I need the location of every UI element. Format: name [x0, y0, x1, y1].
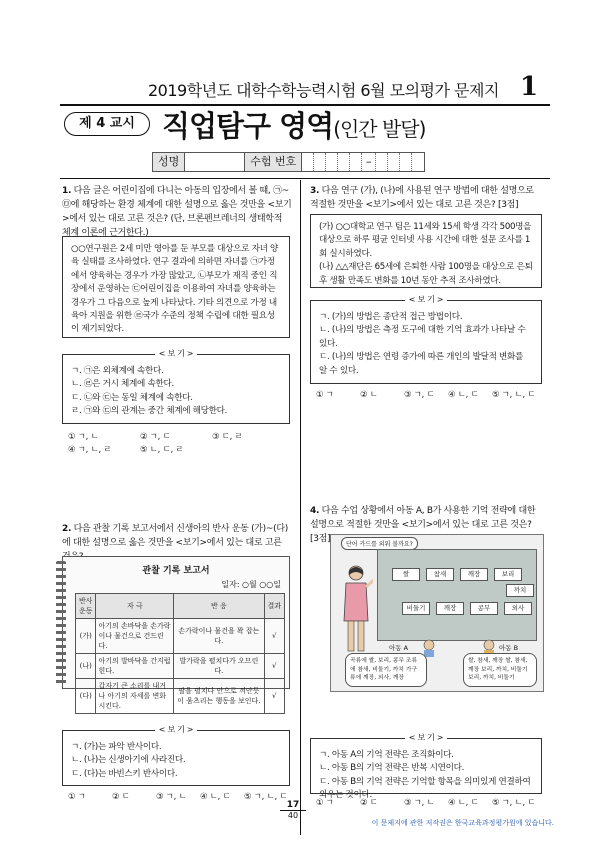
q3-choice-1[interactable]: ① ㄱ [316, 389, 334, 399]
row-label: (다) [76, 679, 96, 714]
subject-name: 직업탐구 영역 [162, 109, 334, 143]
row-response: 손가락이나 물건을 꽉 잡는다. [174, 619, 264, 654]
q3-choice-3[interactable]: ③ ㄱ, ㄷ [404, 389, 435, 399]
q3-bogi-title: < 보 기 > [405, 295, 447, 304]
q2-bogi-item: ㄴ. (나)는 신생아기에 사라진다. [71, 755, 186, 766]
q1-passage [62, 236, 290, 338]
period-badge: 제 4 교시 [64, 112, 150, 136]
q1-passage-text: ○○연구원은 2세 미만 영아를 둔 부모를 대상으로 자녀 양육 실태를 조사하였다. 연구 결과에 의하면 자녀를 ㉠가정에서 양육하는 경우가 가장 많았고, ㉡부모가 재직 중인 직장에서 운영하는 ㉢어린이집을 이용하여 자녀를 양육하는 경우가 그 다음으로 높게 나타났다. 기타 의견으로 가정 내 육아 지원을 위한 ㉣국가 수준의 정책 수립에 대한 필요성이 제기되었다. [71, 244, 279, 335]
footer-page-total: 40 [287, 811, 299, 820]
exam-title: 2019학년도 대학수학능력시험 6월 모의평가 문제지 [148, 81, 499, 100]
row-response: 팔을 펼치다 안으로 껴안듯이 움츠리는 행동을 보인다. [174, 679, 264, 714]
word-card-board [377, 549, 537, 641]
q3-passage-ga: (가) ○○대학교 연구 팀은 11세와 15세 학생 각각 500명을 대상으로 하루 평균 인터넷 사용 시간에 대한 설문 조사를 1회 실시하였다. [319, 222, 532, 259]
q2-choices [68, 790, 294, 803]
q1-bogi-item: ㄷ. ㉡와 ㉢는 동일 체계에 속한다. [71, 392, 193, 403]
q3-choice-2[interactable]: ② ㄴ [360, 389, 378, 399]
exam-number-cell[interactable] [400, 153, 412, 171]
table-row [76, 679, 285, 714]
q4-bogi [310, 733, 542, 801]
row-stimulus: 아기의 손바닥을 손가락이나 물건으로 건드린다. [96, 619, 174, 654]
exam-number-cell[interactable] [388, 153, 400, 171]
exam-number-cell[interactable] [376, 153, 388, 171]
word-card: 비둘기 [402, 602, 430, 615]
row-result: √ [264, 679, 285, 714]
q3-choice-4[interactable]: ④ ㄴ, ㄷ [448, 389, 479, 399]
word-card: 보리 [494, 568, 522, 581]
row-stimulus: 아기의 발바닥을 간지럽힌다. [96, 654, 174, 679]
q2-choice-4[interactable]: ④ ㄴ, ㄷ [200, 791, 231, 801]
child-b-bubble: 쌀, 참새, 깨장 쌀, 참새, 깨장 보리, 까치, 비둘기 보리, 까치, 비둘기 [463, 653, 537, 687]
q1-stem-text: 다음 글은 어린이집에 다니는 아동의 입장에서 볼 때, ㉠~㉤에 해당하는 환경 체계에 대한 설명으로 옳은 것만을 <보기>에서 있는 대로 고른 것은? (단, 브론펜브레너의 생태학적 체계 이론에 근거한다.) [62, 186, 292, 238]
q1-choice-5[interactable]: ⑤ ㄴ, ㄷ, ㄹ [140, 444, 184, 454]
q3-bogi-item: ㄷ. (나)의 방법은 연령 증가에 따른 개인의 발달적 변화를 알 수 있다. [319, 352, 524, 376]
observation-table [75, 593, 285, 714]
name-label: 성명 [153, 153, 185, 171]
q1-stem [62, 184, 292, 240]
exam-number-cell[interactable] [302, 153, 314, 171]
subject-subname: (인간 발달) [333, 117, 426, 141]
q1-choice-1[interactable]: ① ㄱ, ㄴ [68, 431, 99, 441]
q3-stem-text: 다음 연구 (가), (나)에 사용된 연구 방법에 대한 설명으로 적절한 것만을 <보기>에서 있는 대로 고른 것은? [3점] [310, 186, 534, 210]
table-header: 결과 [264, 594, 285, 619]
table-header: 반사 운동 [76, 594, 96, 619]
name-field[interactable] [185, 153, 245, 171]
exam-number-cell[interactable] [326, 153, 338, 171]
q4-choice-2[interactable]: ② ㄷ [360, 797, 378, 807]
notebook-spiral [56, 561, 66, 685]
child-b-label: 아동 B [499, 644, 519, 652]
row-result: √ [264, 654, 285, 679]
q2-choice-3[interactable]: ③ ㄱ, ㄴ [156, 791, 187, 801]
q2-choice-1[interactable]: ① ㄱ [68, 791, 86, 801]
teacher-figure [339, 563, 373, 655]
table-header: 자 극 [96, 594, 174, 619]
q4-choice-5[interactable]: ⑤ ㄱ, ㄴ, ㄷ [492, 797, 536, 807]
row-response: 발가락을 펼치다가 오므린다. [174, 654, 264, 679]
footer-page-indicator [280, 800, 306, 821]
subject-title [162, 104, 425, 145]
row-label: (가) [76, 619, 96, 654]
table-header: 반 응 [174, 594, 264, 619]
exam-number-label: 수험 번호 [245, 153, 302, 171]
q3-number: 3. [310, 186, 320, 196]
q4-choice-1[interactable]: ① ㄱ [316, 797, 334, 807]
q4-bogi-item: ㄱ. 아동 A의 기억 전략은 조직화이다. [319, 750, 454, 760]
q1-bogi-item: ㄱ. ㉠은 외체계에 속한다. [71, 366, 164, 376]
teacher-speech: 단어 카드를 외워 볼까요? [341, 537, 418, 550]
q4-choices [316, 796, 544, 809]
child-a-label: 아동 A [389, 644, 409, 652]
column-divider [300, 180, 301, 835]
q4-bogi-item: ㄴ. 아동 B의 기억 전략은 반복 시연이다. [319, 763, 465, 774]
footer-page-current: 17 [280, 800, 306, 811]
q2-choice-2[interactable]: ② ㄷ [112, 791, 130, 801]
q1-choices [68, 430, 292, 456]
observation-report [62, 556, 290, 710]
q4-bogi-item: ㄷ. 아동 B의 기억 전략은 기억할 항목을 의미있게 연결하여 외우는 것이다. [319, 776, 531, 801]
row-stimulus: 갑자기 큰 소리를 내거나 아기의 자세를 변화시킨다. [96, 679, 174, 714]
student-id-row [152, 152, 425, 172]
q4-bogi-title: < 보 기 > [405, 733, 447, 742]
table-row [76, 619, 285, 654]
q1-bogi-item: ㄴ. ㉣은 거시 체계에 속한다. [71, 379, 174, 390]
q3-bogi-item: ㄱ. (가)의 방법은 종단적 접근 방법이다. [319, 312, 463, 322]
q1-bogi-title: < 보 기 > [155, 349, 197, 358]
copyright-notice: 이 문제지에 관한 저작권은 한국교육과정평가원에 있습니다. [371, 819, 554, 827]
exam-number-cell[interactable] [350, 153, 362, 171]
q2-bogi-title: < 보 기 > [155, 725, 197, 734]
exam-number-cell[interactable] [338, 153, 350, 171]
q2-bogi-item: ㄷ. (다)는 바빈스키 반사이다. [71, 768, 178, 779]
exam-number-cell[interactable] [412, 153, 424, 171]
q3-passage [310, 214, 542, 288]
word-card: 콩무 [470, 602, 498, 615]
q1-bogi [62, 349, 290, 424]
q4-choice-4[interactable]: ④ ㄴ, ㄷ [448, 797, 479, 807]
report-title: 관찰 기록 보고서 [142, 566, 210, 576]
q3-bogi [310, 295, 542, 384]
word-card: 깨장 [460, 568, 488, 581]
word-card: 참새 [426, 568, 454, 581]
word-card: 깨장 [436, 602, 464, 615]
q4-stem-text: 다음 수업 상황에서 아동 A, B가 사용한 기억 전략에 대한 설명으로 적절한 것만을 <보기>에서 있는 대로 고른 것은? [3점] [310, 506, 536, 544]
q2-stem-text: 다음 관찰 기록 보고서에서 신생아의 반사 운동 (가)~(다)에 대한 설명으로 옳은 것만을 <보기>에서 있는 대로 고른 [62, 524, 288, 548]
row-result: √ [264, 619, 285, 654]
child-a-bubble: 곡류에 쌀, 보리, 콩무 조류에 참새, 비둘기, 까치 가구류에 깨장, 외사, 깨장 [345, 653, 427, 687]
q4-number: 4. [310, 506, 320, 516]
q3-choice-5[interactable]: ⑤ ㄱ, ㄴ, ㄷ [492, 389, 536, 399]
row-label: (나) [76, 654, 96, 679]
classroom-illustration [330, 534, 544, 692]
page-number: 1 [520, 72, 539, 102]
q3-passage-na: (나) △△재단은 65세에 은퇴한 사람 100명을 대상으로 은퇴 후 생활 만족도 변화를 10년 동안 추적 조사하였다. [319, 262, 533, 286]
q3-stem [310, 184, 542, 212]
q2-bogi [62, 725, 290, 786]
q3-choices [316, 388, 544, 401]
exam-number-cell[interactable] [314, 153, 326, 171]
word-card: 외사 [504, 602, 532, 615]
body-top-rule [60, 178, 550, 179]
q1-choice-2[interactable]: ② ㄱ, ㄷ [140, 431, 171, 441]
q1-bogi-item: ㄹ. ㉠와 ㉢의 관계는 중간 체계에 해당한다. [71, 406, 228, 417]
q3-bogi-item: ㄴ. (나)의 방법은 측정 도구에 대한 기억 효과가 나타날 수 있다. [319, 325, 526, 349]
word-card: 까치 [506, 584, 534, 597]
word-card: 쌀 [392, 568, 420, 581]
q2-choice-5[interactable]: ⑤ ㄱ, ㄴ, ㄷ [244, 791, 288, 801]
q1-choice-3[interactable]: ③ ㄷ, ㄹ [212, 431, 243, 441]
report-date: 일자: ○월 ○○일 [221, 580, 281, 589]
q2-bogi-item: ㄱ. (가)는 파악 반사이다. [71, 742, 162, 752]
exam-header [0, 72, 600, 106]
q4-choice-3[interactable]: ③ ㄱ, ㄴ [404, 797, 435, 807]
q1-choice-4[interactable]: ④ ㄱ, ㄴ, ㄹ [68, 444, 112, 454]
q1-number: 1. [62, 186, 72, 196]
exam-number-dash: – [362, 153, 376, 171]
q2-number: 2. [62, 524, 72, 534]
table-row [76, 654, 285, 679]
